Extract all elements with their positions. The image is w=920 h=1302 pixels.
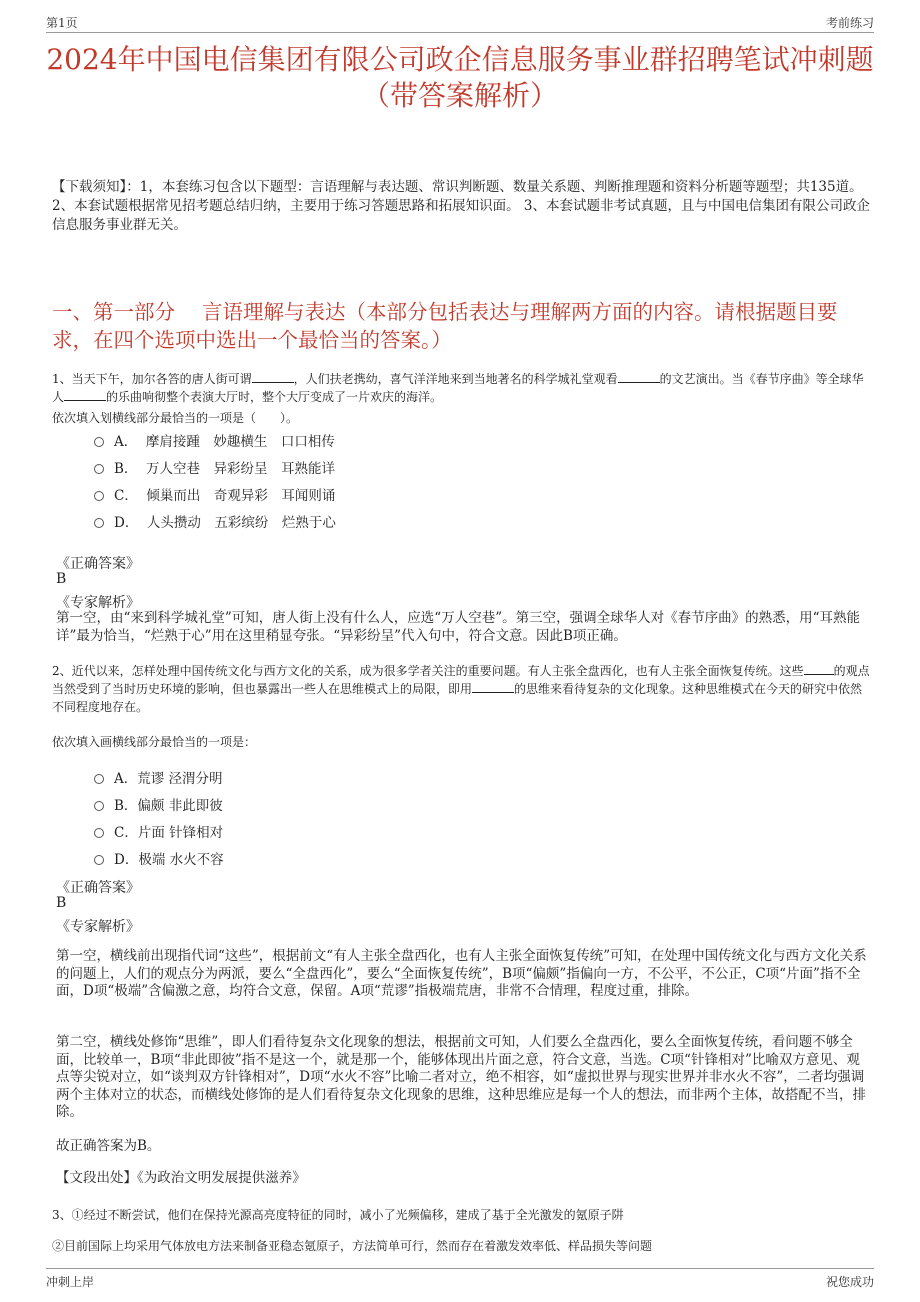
question-3-line-2: ②目前国际上均采用气体放电方法来制备亚稳态氪原子，方法简单可行，然而存在着激发效率低、样品损失等问题 bbox=[52, 1239, 653, 1253]
question-2-options bbox=[94, 763, 224, 871]
radio-icon[interactable] bbox=[94, 801, 104, 811]
blank-1 bbox=[804, 662, 834, 675]
question-2-prompt: 依次填入画横线部分最恰当的一项是： bbox=[52, 735, 257, 749]
page-title: 2024年中国电信集团有限公司政企信息服务事业群招聘笔试冲刺题（带答案解析） bbox=[46, 43, 874, 112]
option-a[interactable]: A．荒谬 泾渭分明 bbox=[94, 763, 224, 790]
footer-divider bbox=[46, 1268, 874, 1269]
question-1-prompt: 依次填入划横线部分最恰当的一项是（ ）。 bbox=[52, 411, 299, 425]
header-right-label: 考前练习 bbox=[825, 16, 874, 30]
radio-icon[interactable] bbox=[94, 464, 104, 474]
header-page-number: 第1页 bbox=[46, 16, 78, 30]
download-notice: 【下载须知】：1，本套练习包含以下题型：言语理解与表达题、常识判断题、数量关系题、判断推理题和资料分析题等题型；共135道。 2、本套试题根据常见招考题总结归纳，主要用于练习答题思路和拓展知识面。 3、本套试题非考试真题，且与中国电信集团有限公司政企信息服务事业群无关。 bbox=[52, 179, 870, 233]
option-a[interactable]: A． 摩肩接踵 妙趣横生 口口相传 bbox=[94, 426, 336, 453]
conclusion: 故正确答案为B。 bbox=[56, 1138, 161, 1154]
option-d[interactable]: D． 人头攒动 五彩缤纷 烂熟于心 bbox=[94, 507, 336, 534]
radio-icon[interactable] bbox=[94, 774, 104, 784]
question-1-text: 1、当天下午，加尔各答的唐人街可谓 ，人们扶老携幼，喜气洋洋地来到当地著名的科学城礼堂观看 的文艺演出。当《春节序曲》等全球华人 的乐曲响彻整个表演大厅时，整个大厅变成了一片欢庆的海洋。 bbox=[52, 372, 864, 404]
blank-2 bbox=[618, 370, 660, 383]
question-2-text: 2、近代以来，怎样处理中国传统文化与西方文化的关系，成为很多学者关注的重要问题。有人主张全盘西化，也有人主张全面恢复传统。这些 的观点当然受到了当时历史环境的影响，但也暴露出一些人在思维模式上的局限，即用 的思维来看待复杂的文化现象。这种思维模式在今天的研究中依然不同程度地存在。 bbox=[52, 664, 870, 714]
option-b[interactable]: B． 万人空巷 异彩纷呈 耳熟能详 bbox=[94, 453, 336, 480]
section-heading: 一、第一部分 言语理解与表达（本部分包括表达与理解两方面的内容。请根据题目要求，在四个选项中选出一个最恰当的答案。） bbox=[52, 300, 838, 352]
radio-icon[interactable] bbox=[94, 828, 104, 838]
option-d[interactable]: D．极端 水火不容 bbox=[94, 844, 224, 871]
footer-right-label: 祝您成功 bbox=[825, 1275, 874, 1289]
blank-1 bbox=[252, 370, 294, 383]
question-1-options bbox=[94, 426, 336, 534]
radio-icon[interactable] bbox=[94, 518, 104, 528]
answer-value: B bbox=[56, 571, 67, 587]
footer-left-label: 冲刺上岸 bbox=[46, 1275, 95, 1289]
answer-label: 《正确答案》 bbox=[56, 880, 140, 896]
option-b[interactable]: B．偏颇 非此即彼 bbox=[94, 790, 224, 817]
analysis-text: 第一空，由“来到科学城礼堂”可知，唐人街上没有什么人，应选“万人空巷”。第三空，强调全球华人对《春节序曲》的熟悉，用“耳熟能详”最为恰当，“烂熟于心”用在这里稍显夸张。“异彩纷呈”代入句中，符合文意。因此B项正确。 bbox=[56, 610, 861, 644]
analysis-label: 《专家解析》 bbox=[56, 919, 140, 935]
question-3-line-1: 3、①经过不断尝试，他们在保持光源高亮度特征的同时，减小了光频偏移，建成了基于全光激发的氪原子阱 bbox=[52, 1208, 624, 1222]
radio-icon[interactable] bbox=[94, 437, 104, 447]
blank-3 bbox=[64, 388, 106, 401]
radio-icon[interactable] bbox=[94, 855, 104, 865]
answer-label: 《正确答案》 bbox=[56, 556, 140, 572]
option-c[interactable]: C． 倾巢而出 奇观异彩 耳闻则诵 bbox=[94, 480, 336, 507]
analysis-paragraph-1: 第一空，横线前出现指代词“这些”，根据前文“有人主张全盘西化，也有人主张全面恢复传统”可知，在处理中国传统文化与西方文化关系的问题上，人们的观点分为两派，要么“全盘西化”，要么“全面恢复传统”，B项“偏颇”指偏向一方，不公平，不公正，C项“片面”指不全面，D项“极端”含偏激之意，均符合文意，保留。A项“荒谬”指极端荒唐，非常不合情理，程度过重，排除。 bbox=[56, 948, 867, 999]
blank-2 bbox=[472, 680, 514, 693]
option-c[interactable]: C．片面 针锋相对 bbox=[94, 817, 224, 844]
analysis-label: 《专家解析》 bbox=[56, 595, 140, 611]
analysis-paragraph-2: 第二空，横线处修饰“思维”，即人们看待复杂文化现象的想法，根据前文可知，人们要么全盘西化，要么全面恢复传统，看问题不够全面，比较单一，B项“非此即彼”指不是这一个，就是那一个，能够体现出片面之意，符合文意，当选。C项“针锋相对”比喻双方意见、观点等尖锐对立，如“谈判双方针锋相对”，D项“水火不容”比喻二者对立，绝不相容，如“虚拟世界与现实世界并非水火不容”，二者均强调两个主体对立的状态，而横线处修饰的是人们看待复杂文化现象的思维，这种思维应是每一个人的想法，而非两个主体，故搭配不当，排除。 bbox=[56, 1034, 866, 1120]
header-divider bbox=[46, 32, 874, 33]
source-citation: 【文段出处】《为政治文明发展提供滋养》 bbox=[56, 1170, 306, 1186]
answer-value: B bbox=[56, 895, 67, 911]
radio-icon[interactable] bbox=[94, 491, 104, 501]
